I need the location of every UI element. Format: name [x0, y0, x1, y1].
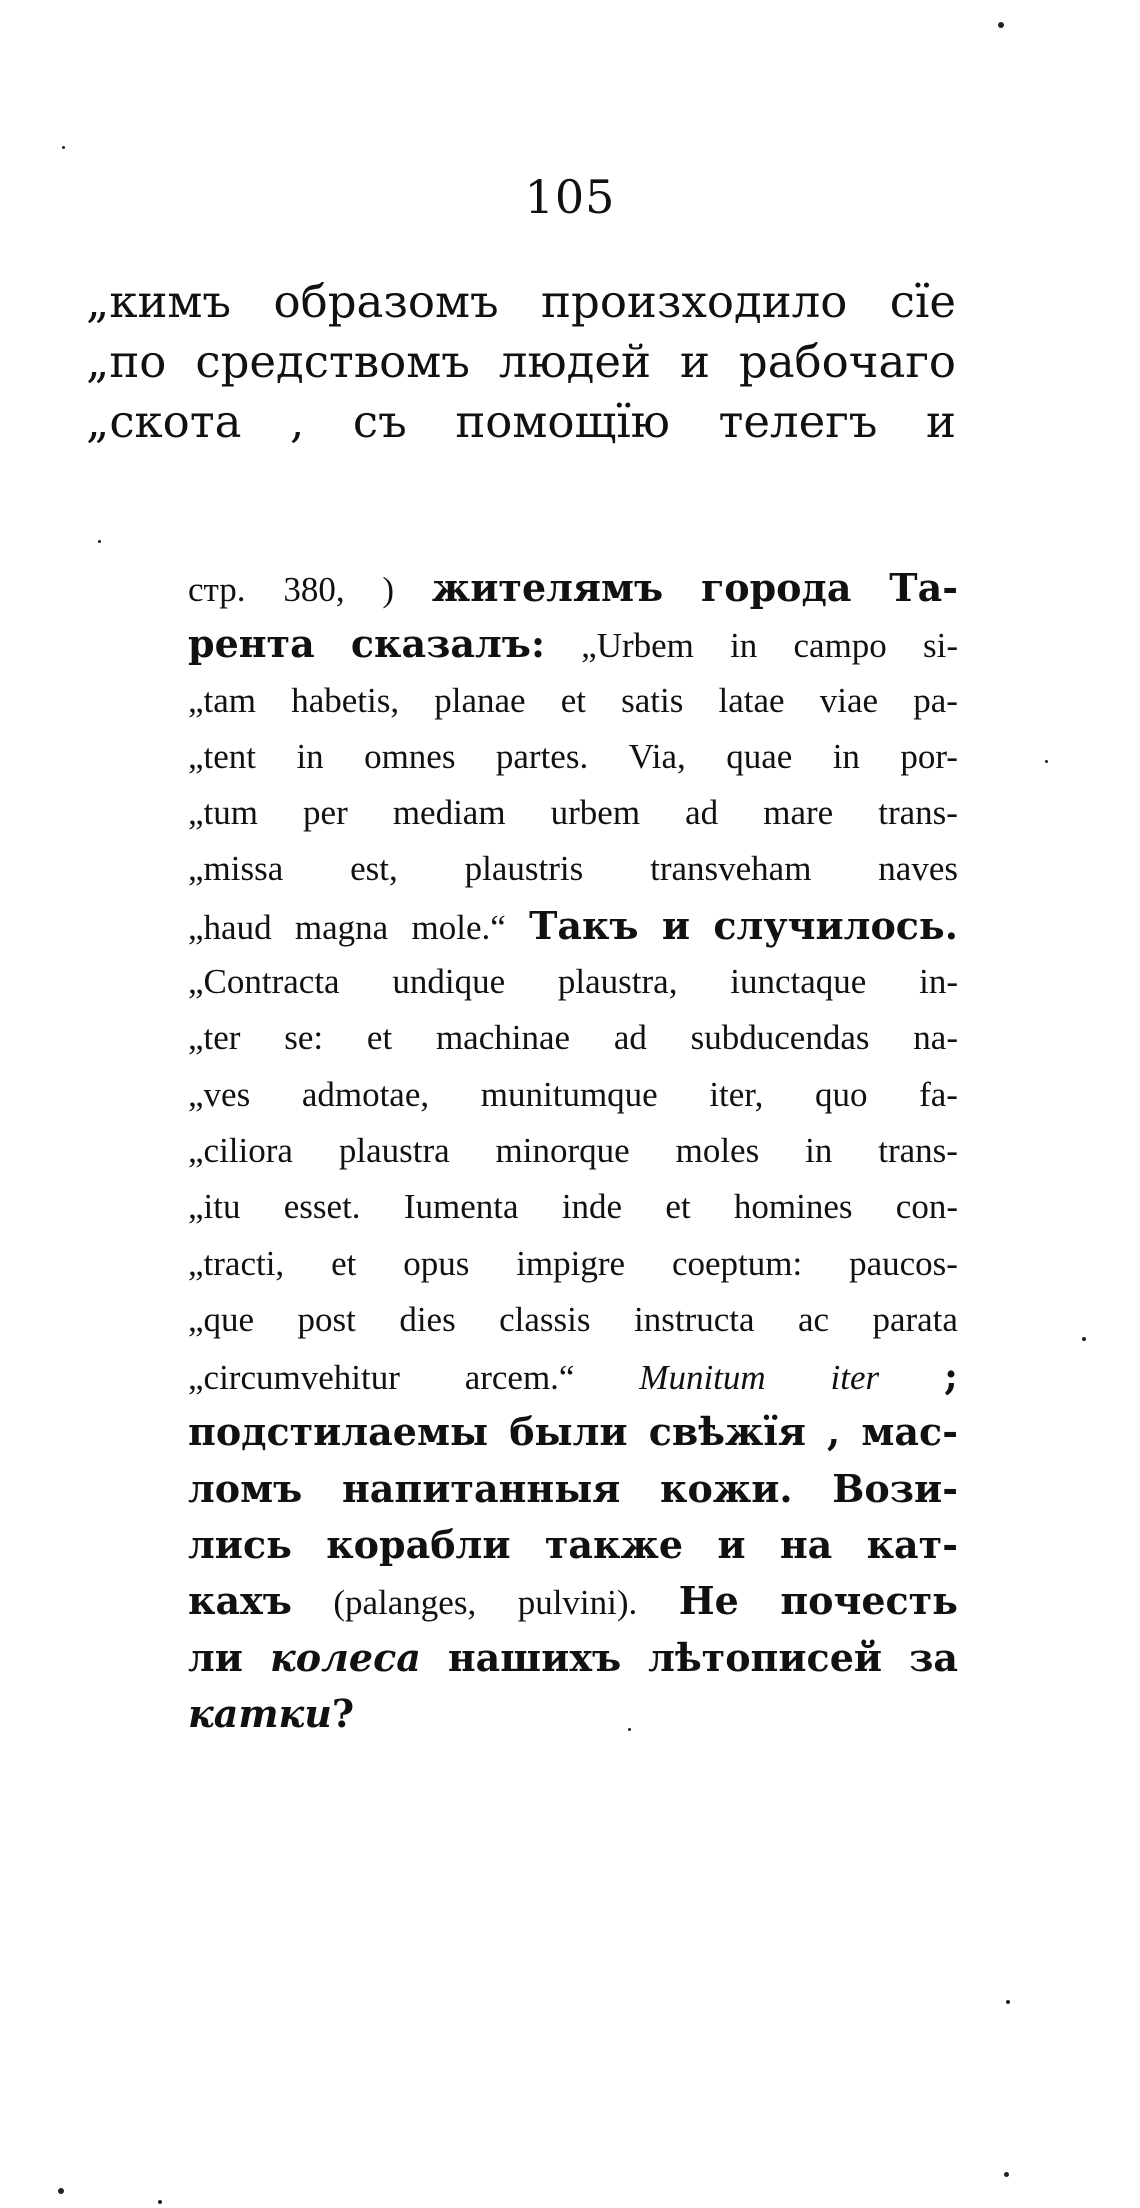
text-line: [188, 1573, 958, 1629]
scan-speck: [62, 146, 65, 149]
word: „itu: [188, 1187, 241, 1227]
word: undique: [392, 962, 506, 1002]
word: случилось.: [713, 902, 958, 948]
word: ac: [797, 1299, 830, 1339]
word: trans-: [878, 793, 958, 833]
word: катки: [188, 1690, 332, 1736]
word: сказалъ:: [350, 621, 545, 667]
word: mediam: [392, 793, 506, 833]
word: кожи.: [660, 1465, 793, 1511]
word: „circumvehitur: [188, 1358, 400, 1398]
word: были: [509, 1409, 628, 1455]
word: et: [560, 680, 586, 720]
word: корабли: [326, 1522, 511, 1568]
text-line: [188, 1404, 958, 1460]
scan-speck: [158, 2200, 162, 2204]
word: mare: [763, 793, 834, 833]
word: кат-: [866, 1522, 958, 1568]
word: ,: [827, 1409, 841, 1455]
word: лѣтописей: [648, 1634, 883, 1680]
word: campo: [793, 626, 887, 666]
text-line: „кимъ образомъ произходило сїе: [86, 275, 956, 328]
word: „que: [188, 1299, 255, 1339]
word: subducendas: [690, 1018, 870, 1058]
word: et: [331, 1243, 357, 1283]
text-line: [188, 954, 958, 1010]
word: homines: [733, 1187, 853, 1227]
text-line: „скота , съ помощїю телегъ и: [86, 395, 956, 448]
word: est,: [350, 849, 398, 889]
scan-speck: [1082, 1337, 1086, 1341]
scan-speck: [628, 1728, 631, 1731]
word: inde: [561, 1187, 623, 1227]
word: omnes: [364, 736, 456, 776]
word: Via,: [628, 736, 686, 776]
word: „missa: [188, 849, 284, 889]
scan-speck: [98, 540, 101, 543]
text-line: „по средствомъ людей и рабочаго: [86, 335, 956, 388]
text-line: [188, 1686, 958, 1742]
word: naves: [878, 849, 958, 889]
word: arcem.“: [464, 1358, 575, 1398]
text-line: [188, 1630, 958, 1686]
scan-speck: [58, 2188, 64, 2194]
scan-speck: [1045, 760, 1048, 763]
word: paucos-: [849, 1243, 958, 1283]
word: magna: [294, 907, 389, 947]
word: admotae,: [301, 1074, 430, 1114]
word: (palanges,: [333, 1583, 477, 1623]
word: Не: [678, 1578, 739, 1624]
word: mole.“: [411, 907, 506, 947]
word: рента: [188, 621, 315, 667]
text-line: [188, 785, 958, 841]
word: in: [832, 736, 860, 776]
word: plaustra: [338, 1130, 450, 1170]
word: partes.: [495, 736, 589, 776]
word: por-: [900, 736, 958, 776]
word: et: [366, 1018, 393, 1058]
word: urbem: [550, 793, 641, 833]
text-line: [188, 1517, 958, 1573]
word: Munitum: [639, 1358, 766, 1398]
word: per: [303, 793, 348, 833]
word: in: [296, 736, 324, 776]
word: se:: [284, 1018, 324, 1058]
word: esset.: [283, 1187, 361, 1227]
text-line: [188, 729, 958, 785]
word: fa-: [919, 1074, 958, 1114]
word: жителямъ: [431, 565, 664, 610]
word: latae: [718, 680, 785, 720]
text-line: [188, 1461, 958, 1517]
word: также: [544, 1522, 684, 1568]
text-line: [188, 1292, 958, 1348]
word: подстилаемы: [188, 1409, 489, 1455]
word: planae: [434, 680, 526, 720]
text-line: [188, 1123, 958, 1179]
word: за: [909, 1634, 958, 1680]
word: iter: [830, 1358, 880, 1398]
word: ad: [613, 1018, 647, 1058]
page-number: 105: [524, 170, 616, 224]
word: iter,: [709, 1074, 764, 1114]
word: и: [717, 1522, 746, 1568]
word: „ciliora: [188, 1130, 293, 1170]
scan-speck: [1004, 2172, 1009, 2177]
word: moles: [675, 1130, 760, 1170]
word: iunctaque: [730, 962, 867, 1002]
word: satis: [621, 680, 684, 720]
text-line: [188, 1179, 958, 1235]
word: in: [730, 626, 758, 666]
body-paragraph: [188, 560, 958, 1742]
word: „Urbem: [581, 626, 694, 666]
word: кахъ: [188, 1578, 292, 1624]
word: „tent: [188, 736, 257, 776]
word: in-: [919, 962, 958, 1002]
text-line: [188, 616, 958, 672]
word: ;: [943, 1353, 958, 1399]
word: „ves: [188, 1074, 251, 1114]
word: plaustra,: [557, 962, 678, 1002]
word: parata: [872, 1299, 958, 1339]
word: plaustris: [464, 849, 584, 889]
word: habetis,: [291, 680, 400, 720]
word: minorque: [495, 1130, 630, 1170]
word: impigre: [516, 1243, 626, 1283]
word: ломъ: [188, 1465, 303, 1511]
word: и: [661, 902, 691, 948]
word: Такъ: [529, 902, 639, 948]
word: нашихъ: [447, 1634, 622, 1680]
word: dies: [399, 1299, 456, 1339]
word: ли: [188, 1634, 243, 1680]
word: 380,: [283, 570, 345, 609]
word: transveham: [650, 849, 812, 889]
text-line: [188, 1236, 958, 1292]
text-line: [188, 560, 958, 616]
word: con-: [895, 1187, 958, 1227]
text-line: [188, 1010, 958, 1066]
word: Вози-: [832, 1465, 958, 1511]
scan-speck: [1006, 2000, 1010, 2004]
word: trans-: [878, 1130, 958, 1170]
word: напитанныя: [341, 1465, 621, 1511]
text-line: [188, 1067, 958, 1123]
word: post: [297, 1299, 356, 1339]
word: quae: [726, 736, 793, 776]
word: munitumque: [480, 1074, 658, 1114]
word: колеса: [270, 1634, 421, 1680]
word: ): [382, 570, 395, 609]
word: quo: [814, 1074, 868, 1114]
word: Та-: [889, 565, 958, 610]
word: „tam: [188, 680, 257, 720]
top-paragraph: [86, 272, 956, 452]
word: machinae: [435, 1018, 571, 1058]
word: in: [805, 1130, 833, 1170]
text-line: [188, 841, 958, 897]
word: pa-: [913, 680, 958, 720]
word: стр.: [188, 570, 246, 609]
word: „ter: [188, 1018, 241, 1058]
word: na-: [913, 1018, 958, 1058]
text-line: [188, 1348, 958, 1404]
text-line: [188, 673, 958, 729]
word: „tracti,: [188, 1243, 285, 1283]
word: Iumenta: [403, 1187, 519, 1227]
word: si-: [922, 626, 958, 666]
word: et: [665, 1187, 691, 1227]
word: opus: [403, 1243, 470, 1283]
word: instructa: [633, 1299, 755, 1339]
word: лись: [188, 1522, 292, 1568]
word: мас-: [861, 1409, 958, 1455]
word: viae: [819, 680, 879, 720]
word: почесть: [780, 1578, 958, 1624]
word: ad: [685, 793, 719, 833]
word: на: [779, 1522, 833, 1568]
word: „Contracta: [188, 962, 340, 1002]
word: „tum: [188, 793, 258, 833]
scan-speck: [998, 22, 1004, 28]
word: свѣжїя: [648, 1409, 806, 1455]
word: coeptum:: [671, 1243, 803, 1283]
word: города: [700, 565, 852, 610]
word: classis: [499, 1299, 591, 1339]
text-line: [188, 898, 958, 954]
word: ?: [331, 1690, 355, 1736]
word: pulvini).: [517, 1583, 638, 1623]
word: „haud: [188, 907, 272, 947]
